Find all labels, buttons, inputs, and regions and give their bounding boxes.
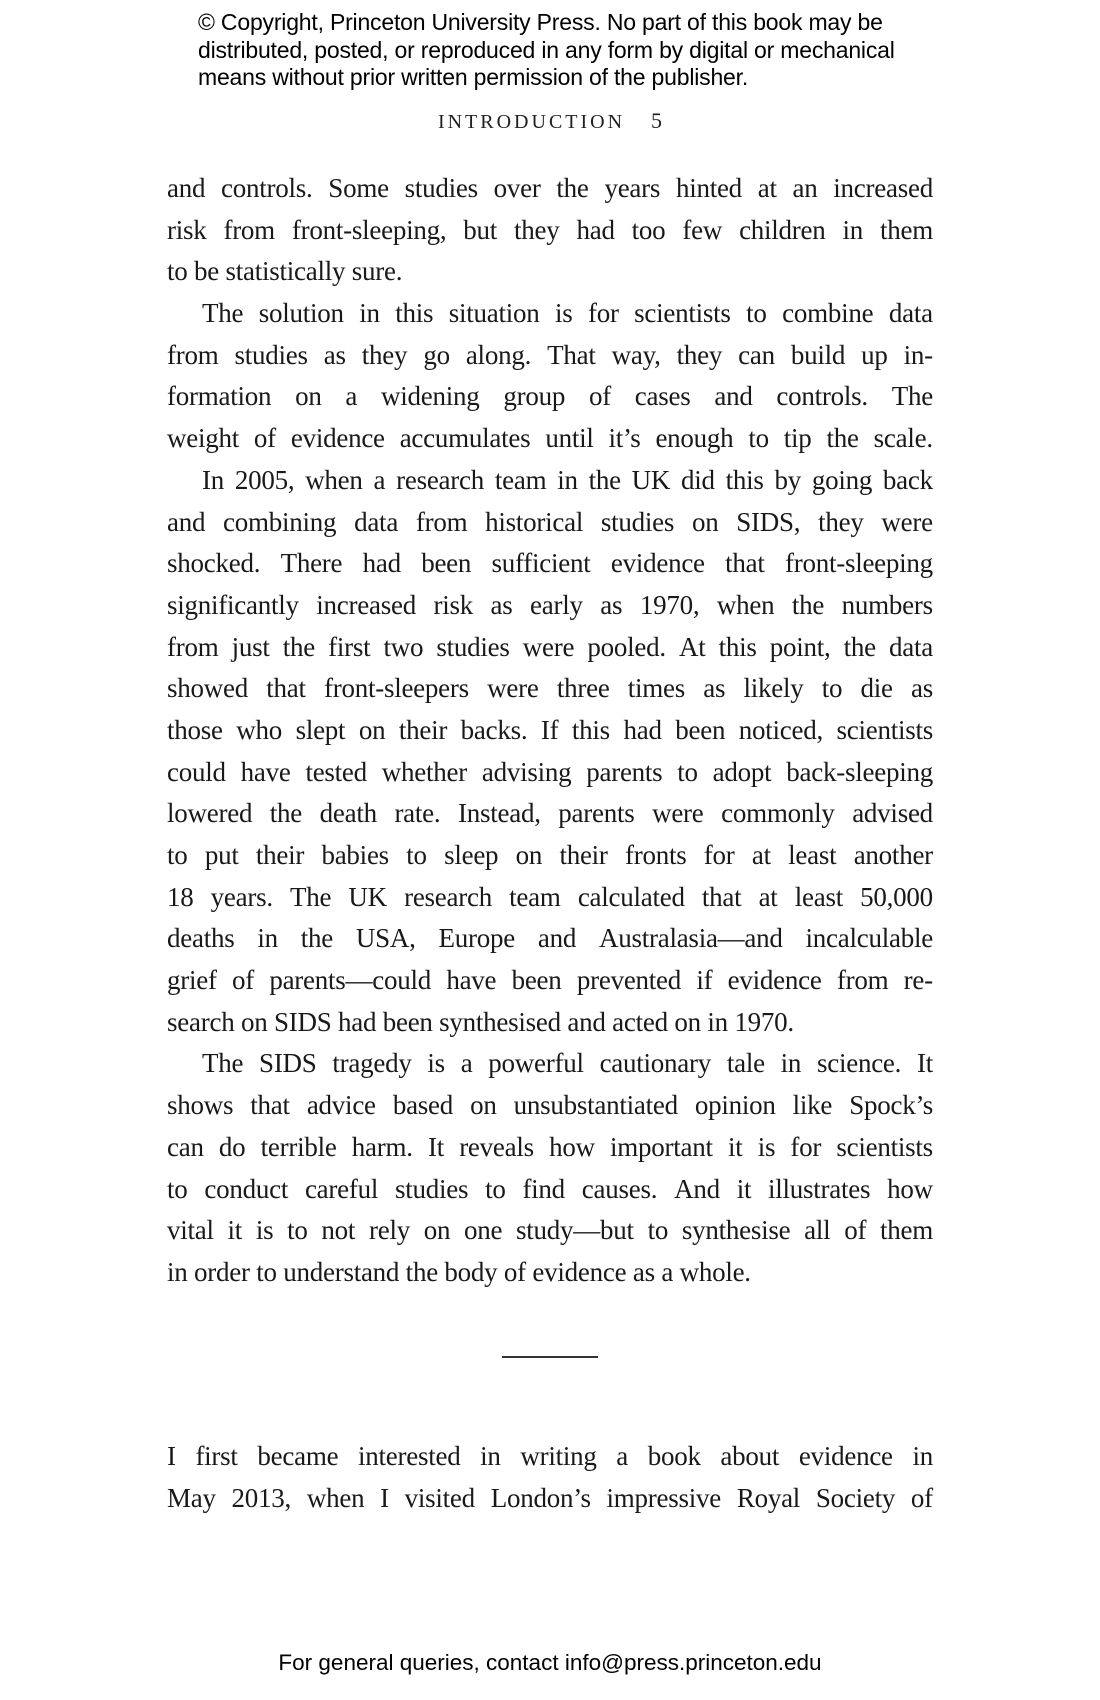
body-line: May 2013, when I visited London’s impressive Royal Society of [167, 1482, 933, 1513]
body-line: from studies as they go along. That way, they can build up in- [167, 339, 933, 370]
body-line: could have tested whether advising parents to adopt back-sleeping [167, 756, 933, 787]
copyright-line: © Copyright, Princeton University Press. No part of this book may be [198, 9, 883, 35]
running-header [0, 108, 1100, 134]
body-line: shocked. There had been sufficient evidence that front-sleeping [167, 548, 933, 579]
copyright-line: distributed, posted, or reproduced in any form by digital or mechanical [198, 36, 895, 63]
body-line: I first became interested in writing a book about evidence in [167, 1441, 933, 1471]
body-line: significantly increased risk as early as 1970, when the numbers [167, 589, 933, 620]
body-line: in order to understand the body of evidence as a whole. [167, 1256, 751, 1287]
body-line: showed that front-sleepers were three times as likely to die as [167, 673, 933, 704]
body-line: from just the first two studies were pooled. At this point, the data [167, 631, 933, 662]
body-line: deaths in the USA, Europe and Australasia—and incalculable [167, 923, 933, 954]
body-line: vital it is to not rely on one study—but to synthesise all of them [167, 1215, 933, 1246]
body-line: lowered the death rate. Instead, parents were commonly advised [167, 798, 933, 829]
body-line: can do terrible harm. It reveals how important it is for scientists [167, 1131, 933, 1162]
page-number: 5 [651, 108, 663, 133]
copyright-line: means without prior written permission of the publisher. [198, 64, 749, 90]
footer-queries-note: For general queries, contact info@press.princeton.edu [278, 1650, 822, 1675]
body-line: weight of evidence accumulates until it’s enough to tip the scale. [167, 423, 933, 454]
body-line: formation on a widening group of cases and controls. The [167, 381, 933, 412]
body-line: and controls. Some studies over the years hinted at an increased [167, 173, 933, 203]
body-line: those who slept on their backs. If this had been noticed, scientists [167, 714, 933, 745]
body-text [167, 168, 933, 1294]
body-line: The solution in this situation is for scientists to combine data [202, 298, 933, 329]
body-line: risk from front-sleeping, but they had too few children in them [167, 214, 933, 245]
body-line: grief of parents—could have been prevented if evidence from re- [167, 965, 933, 996]
body-line: The SIDS tragedy is a powerful cautionary tale in science. It [202, 1048, 933, 1079]
body-line: to put their babies to sleep on their fronts for at least another [167, 840, 933, 870]
body-line: and combining data from historical studies on SIDS, they were [167, 506, 933, 537]
running-header-title: INTRODUCTION [437, 111, 626, 133]
section-break-rule [502, 1356, 598, 1358]
body-line: 18 years. The UK research team calculated that at least 50,000 [167, 881, 933, 912]
body-line: to be statistically sure. [167, 256, 403, 287]
body-line: search on SIDS had been synthesised and acted on in 1970. [167, 1006, 794, 1037]
body-line: In 2005, when a research team in the UK did this by going back [202, 464, 933, 495]
body-line: to conduct careful studies to find causes. And it illustrates how [167, 1173, 933, 1204]
new-section-text [167, 1436, 933, 1519]
copyright-notice [198, 9, 895, 92]
body-line: shows that advice based on unsubstantiated opinion like Spock’s [167, 1090, 933, 1121]
